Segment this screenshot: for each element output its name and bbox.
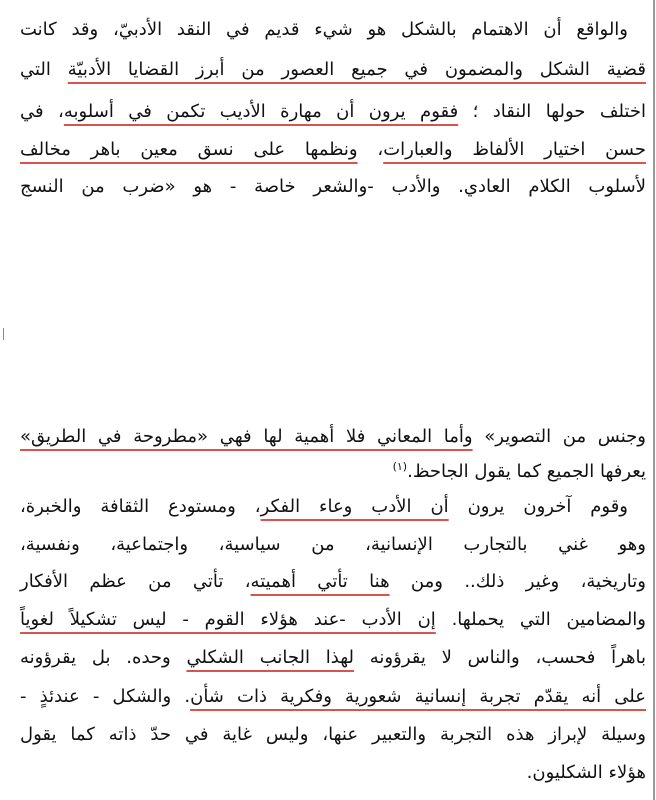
underlined-phrase: على أنه يقدّم تجربة إنسانية شعورية وفكرية ذات شأن xyxy=(190,686,647,707)
text-segment: ، في xyxy=(20,101,64,122)
text-segment: التي xyxy=(20,59,68,80)
text-line xyxy=(20,93,646,131)
underlined-phrase: إن الأدب -عند هؤلاء القوم - ليس تشكيلاً لغوياً xyxy=(20,609,436,630)
underlined-phrase: لهذا الجانب الشكلي xyxy=(186,647,354,668)
underlined-phrase: ونظمها على نسق معين باهر مخالف xyxy=(20,139,358,160)
text-line xyxy=(20,678,646,716)
text-segment: يعرفها الجميع كما يقول الجاحظ. xyxy=(407,461,646,482)
underlined-phrase: حسن اختيار الألفاظ والعبارات xyxy=(383,139,646,160)
text-segment: والواقع أن الاهتمام بالشكل هو شيء قديم في النقد الأدبيّ، وقد كانت xyxy=(20,19,628,40)
text-segment: ، تأتي من عظم الأفكار xyxy=(20,571,251,592)
text-segment: . والشكل - عندئذٍ - xyxy=(20,686,191,707)
text-segment: وجنس من التصوير» xyxy=(472,426,646,447)
text-segment: اختلف حولها النقاد ؛ xyxy=(458,101,646,122)
underlined-phrase: وأما المعاني فلا أهمية لها فهي «مطروحة في الطريق» xyxy=(20,426,473,447)
text-segment: وحده. بل يقرؤونه xyxy=(20,647,187,668)
text-line xyxy=(20,168,646,206)
text-segment: لأسلوب الكلام العادي. والأدب -والشعر خاصة - هو «ضرب من النسج xyxy=(20,176,646,197)
text-segment: وهو غني بالتجارب الإنسانية، من سياسية، واجتماعية، ونفسية، xyxy=(20,534,646,555)
text-line xyxy=(20,526,646,564)
underlined-phrase: قضية الشكل والمضمون في جميع العصور من أبرز القضايا الأدبيّة xyxy=(67,59,646,80)
text-segment: وتاريخية، وغير ذلك.. ومن xyxy=(389,571,646,592)
text-segment: وقوم آخرون يرون xyxy=(448,496,628,517)
text-line xyxy=(20,51,646,89)
text-segment: باهراً فحسب، والناس لا يقرؤونه xyxy=(354,647,646,668)
text-line xyxy=(20,448,646,486)
underlined-phrase: هنا تأتي أهميته xyxy=(250,571,390,592)
underlined-phrase: فقوم يرون أن مهارة الأديب تكمن في أسلوبه xyxy=(63,101,459,122)
text-line xyxy=(20,639,646,677)
text-line xyxy=(20,716,646,754)
page-edge-divider xyxy=(653,0,655,800)
text-segment: هؤلاء الشكليون. xyxy=(526,762,646,783)
underlined-phrase: أن الأدب وعاء الفكر xyxy=(260,496,449,517)
text-segment: والمضامين التي يحملها. xyxy=(435,609,647,630)
text-segment: وسيلة لإبراز هذه التجربة والتعبير عنها، وليس غاية في حدّ ذاته كما يقول xyxy=(20,724,646,745)
text-line xyxy=(20,131,646,169)
text-line xyxy=(20,563,646,601)
text-line xyxy=(20,601,646,639)
text-line xyxy=(20,488,646,526)
text-line xyxy=(20,754,646,792)
footnote-marker[interactable]: (١) xyxy=(392,460,408,473)
text-line xyxy=(20,11,646,49)
text-segment: ، ومستودع الثقافة والخبرة، xyxy=(20,496,261,517)
text-segment: ، xyxy=(357,139,384,160)
scan-mark xyxy=(3,328,4,340)
